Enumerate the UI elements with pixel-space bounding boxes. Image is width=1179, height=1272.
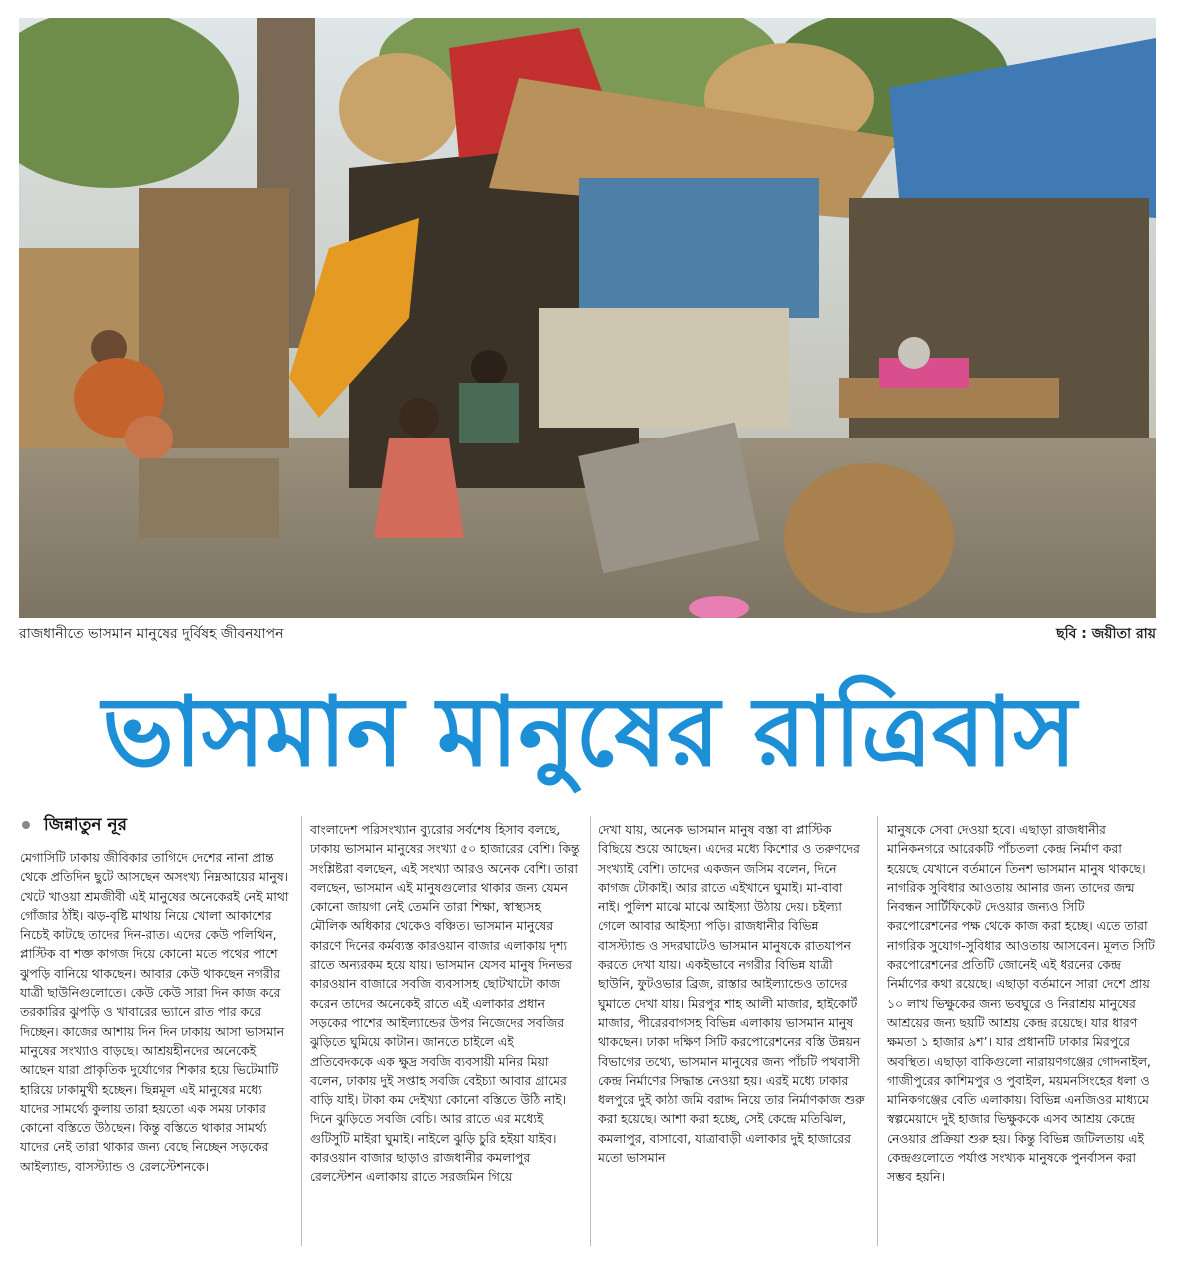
article-column-4	[887, 820, 1157, 1250]
column-text: মেগাসিটি ঢাকায় জীবিকার তাগিদে দেশের নানা প্রান্ত থেকে প্রতিদিন ছুটে আসছেন অসংখ্য নিম্নআয়ের মানুষ। খেটে খাওয়া শ্রমজীবী এই মানুষের অনেকেরই নেই মাথা গোঁজার ঠাঁই। ঝড়-বৃষ্টি মাথায় নিয়ে খোলা আকাশের নিচেই কাটছে তাদের দিন-রাত। এদের কেউ পলিথিন, প্লাস্টিক বা শক্ত কাগজ দিয়ে কোনো মতে পথের পাশে ঝুপড়ি বানিয়ে থাকছেন। আবার কেউ থাকছেন নগরীর যাত্রী ছাউনিগুলোতে। কেউ কেউ সারা দিন কাজ করে তরকারির ঝুপড়ি ও খাবারের ভ্যানে রাত পার করে দিচ্ছেন। কাজের আশায় দিন দিন ঢাকায় আসা ভাসমান মানুষের সংখ্যাও বাড়ছে। আশ্রয়হীনদের অনেকেই আছেন যারা প্রাকৃতিক দুর্যোগের শিকার হয়ে ভিটেমাটি হারিয়ে ঢাকামুখী হচ্ছেন। ছিন্নমূল এই মানুষের মধ্যে যাদের সামর্থ্যে কুলায় তারা হয়তো এক সময় ঢাকার কোনো বস্তিতে উঠছেন। কিন্তু বস্তিতে থাকার সামর্থ্য যাদের নেই তারা থাকার জন্য বেছে নিচ্ছেন সড়কের আইল্যান্ড, বাসস্ট্যান্ড ও রেলস্টেশনকে।	[20, 850, 289, 1174]
column-text: বাংলাদেশ পরিসংখ্যান ব্যুরোর সর্বশেষ হিসাব বলছে, ঢাকায় ভাসমান মানুষের সংখ্যা ৫০ হাজারের বেশি। কিন্তু সংশ্লিষ্টরা বলছেন, এই সংখ্যা আরও অনেক বেশি। তারা বলছেন, ভাসমান এই মানুষগুলোর থাকার জন্য যেমন কোনো জায়গা নেই তেমনি তারা শিক্ষা, স্বাস্থ্যসহ মৌলিক অধিকার থেকেও বঞ্চিত। ভাসমান মানুষের কারণে দিনের কর্মব্যস্ত কারওয়ান বাজার এলাকায় দৃশ্য রাতে অন্যরকম হয়ে যায়। ভাসমান যেসব মানুষ দিনভর কারওয়ান বাজারে সবজি ব্যবসাসহ ছোটখাটো কাজ করেন তাদের অনেকেই রাতে এই এলাকার প্রধান সড়কের পাশের আইল্যান্ডের উপর নিজেদের সবজির ঝুড়িতে ঘুমিয়ে কাটান। জানতে চাইলে এই প্রতিবেদককে এক ক্ষুদ্র সবজি ব্যবসায়ী মনির মিয়া বলেন, ঢাকায় দুই সপ্তাহ সবজি বেইচ্যা আবার গ্রামের বাড়ি যাই। টাকা কম দেইখ্যা কোনো বস্তিতে উঠি নাই। দিনে ঝুড়িতে সবজি বেচি। আর রাতে এর মধ্যেই গুটিসুটি মাইরা ঘুমাই। নাইলে ঝুড়ি চুরি হইয়া যাইব। কারওয়ান বাজার ছাড়াও রাজধানীর কমলাপুর রেলস্টেশন এলাকায় রাতে সরজমিন গিয়ে	[310, 822, 580, 1185]
article-column-2	[310, 820, 580, 1250]
column-divider	[301, 816, 302, 1246]
news-photo	[19, 18, 1156, 618]
slum-photo-illustration	[19, 18, 1156, 618]
article-headline: ভাসমান মানুষের রাত্রিবাস	[102, 676, 1077, 788]
byline	[22, 812, 127, 838]
column-divider	[590, 816, 591, 1246]
article-column-1	[20, 848, 290, 1248]
photo-credit: ছবি : জয়ীতা রায়	[1056, 626, 1156, 642]
article-column-3	[598, 820, 868, 1250]
column-text: মানুষকে সেবা দেওয়া হবে। এছাড়া রাজধানীর মানিকনগরে আরেকটি পাঁচতলা কেন্দ্র নির্মাণ করা হয়েছে যেখানে বর্তমানে তিনশ ভাসমান মানুষ থাকছে। নাগরিক সুবিধার আওতায় আনার জন্য তাদের জন্ম নিবন্ধন সার্টিফিকেট দেওয়ার জন্যও সিটি করপোরেশনের পক্ষ থেকে কাজ করা হচ্ছে। এতে তারা নাগরিক সুযোগ-সুবিধার আওতায় আসবেন। মূলত সিটি করপোরেশনের প্রতিটি জোনেই এই ধরনের কেন্দ্র নির্মাণের কথা রয়েছে। এছাড়া বর্তমানে সারা দেশে প্রায় ১০ লাখ ভিক্ষুকের জন্য ভবঘুরে ও নিরাশ্রয় মানুষের আশ্রয়ের জন্য ছয়টি আশ্রয় কেন্দ্র রয়েছে। যার ধারণ ক্ষমতা ১ হাজার ৯শ’। যার প্রধানটি ঢাকার মিরপুরে অবস্থিত। এছাড়া বাকিগুলো নারায়ণগঞ্জের গোদনাইল, গাজীপুরের কাশিমপুর ও পুবাইল, ময়মনসিংহের ধলা ও মানিকগঞ্জের বেতি এলাকায়। বিভিন্ন এনজিওর মাধ্যমে স্বল্পমেয়াদে দুই হাজার ভিক্ষুককে এসব আশ্রয় কেন্দ্রে নেওয়ার প্রক্রিয়া শুরু হয়। কিন্তু বিভিন্ন জটিলতায় এই কেন্দ্রগুলোতে পর্যাপ্ত সংখ্যক মানুষকে পুনর্বাসন করা সম্ভব হয়নি।	[887, 822, 1155, 1185]
author-name: জিন্নাতুন নূর	[43, 815, 127, 835]
column-divider	[877, 816, 878, 1246]
column-text: দেখা যায়, অনেক ভাসমান মানুষ বস্তা বা প্লাস্টিক বিছিয়ে শুয়ে আছেন। এদের মধ্যে কিশোর ও তরুণদের সংখ্যাই বেশি। তাদের একজন জসিম বলেন, দিনে কাগজ টোকাই। আর রাতে এইখানে ঘুমাই। মা-বাবা নাই। পুলিশ মাঝে মাঝে আইস্যা উঠায় দেয়। চইল্যা গেলে আবার আইস্যা পড়ি। রাজধানীর বিভিন্ন বাসস্ট্যান্ড ও সদরঘাটেও ভাসমান মানুষকে রাতযাপন করতে দেখা যায়। একইভাবে নগরীর বিভিন্ন যাত্রী ছাউনি, ফুটওভার ব্রিজ, রাস্তার আইল্যান্ডেও তাদের ঘুমাতে দেখা যায়। মিরপুর শাহ আলী মাজার, হাইকোর্ট মাজার, পীরেরবাগসহ বিভিন্ন এলাকায় ভাসমান মানুষ থাকছেন। ঢাকা দক্ষিণ সিটি করপোরেশনের বস্তি উন্নয়ন বিভাগের তথ্যে, ভাসমান মানুষের জন্য পাঁচটি পথবাসী কেন্দ্র নির্মাণের সিদ্ধান্ত নেওয়া হয়। এরই মধ্যে ঢাকার ধলপুরে দুই কাঠা জমি বরাদ্দ নিয়ে তার নির্মাণকাজ শুরু করা হয়েছে। আশা করা হচ্ছে, সেই কেন্দ্রে মতিঝিল, কমলাপুর, বাসাবো, যাত্রাবাড়ী এলাকার দুই হাজারের মতো ভাসমান	[598, 822, 865, 1166]
photo-caption: রাজধানীতে ভাসমান মানুষের দুর্বিষহ জীবনযাপন	[19, 626, 284, 642]
bullet-icon	[22, 821, 30, 829]
